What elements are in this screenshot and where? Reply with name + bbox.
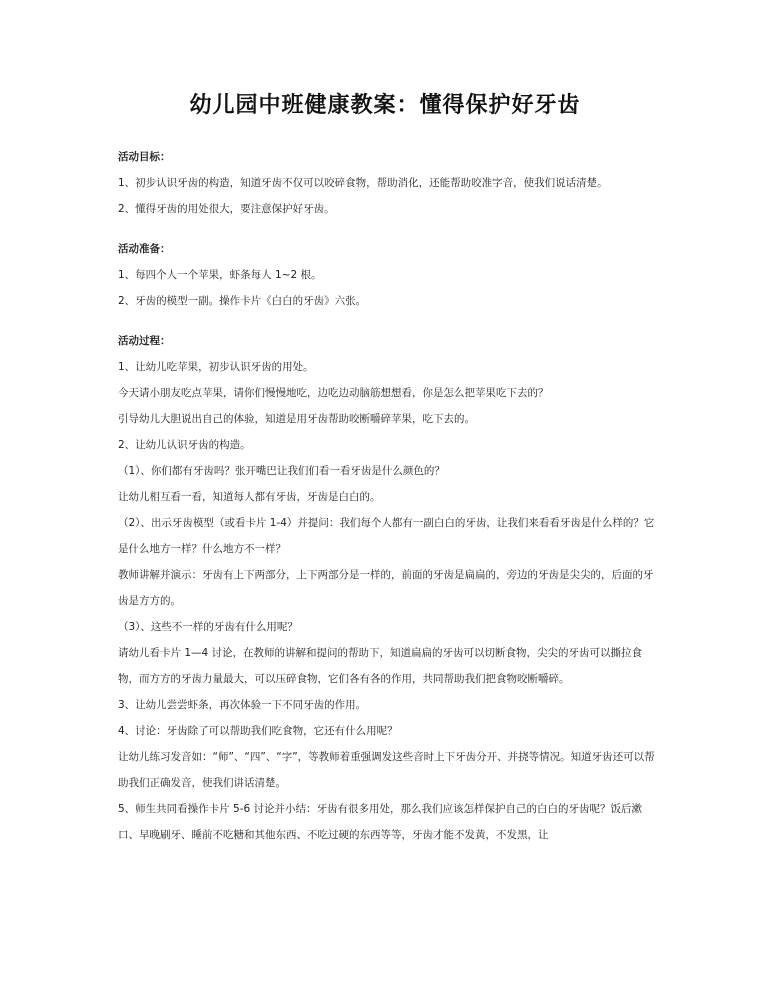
process-step-2: 2、让幼儿认识牙齿的构造。: [118, 439, 251, 451]
document-body: [118, 144, 658, 848]
goals-item-1: 1、初步认识牙齿的构造，知道牙齿不仅可以咬碎食物，帮助消化，还能帮助咬准字音，使我们说话清楚。: [118, 177, 608, 189]
process-heading: 活动过程：: [118, 335, 171, 347]
process-substep-1: （1）、你们都有牙齿吗？张开嘴巴让我们们看一看牙齿是什么颜色的？: [118, 465, 445, 477]
process-paragraph: 请幼儿看卡片 1—4 讨论，在教师的讲解和提问的帮助下，知道扁扁的牙齿可以切断食物，尖尖的牙齿可以撕拉食物，而方方的牙齿力量最大，可以压碎食物，它们各有各的作用，共同帮助我们把食物咬断嚼碎。: [118, 647, 643, 685]
goals-heading: 活动目标：: [118, 151, 171, 163]
process-substep-2: （2）、出示牙齿模型（或看卡片 1-4）并提问：我们每个人都有一副白白的牙齿，让我们来看看牙齿是什么样的？它是什么地方一样？什么地方不一样？: [118, 517, 655, 555]
process-step-5: 5、师生共同看操作卡片 5-6 讨论并小结：牙齿有很多用处，那么我们应该怎样保护自己的白白的牙齿呢？饭后漱口、早晚刷牙、睡前不吃糖和其他东西、不吃过硬的东西等等，牙齿才能不发黄，不发黑，让: [118, 803, 643, 841]
process-substep-3: （3）、这些不一样的牙齿有什么用呢？: [118, 621, 298, 633]
process-paragraph: 今天请小朋友吃点苹果，请你们慢慢地吃，边吃边动脑筋想想看，你是怎么把苹果吃下去的？: [118, 387, 549, 399]
document-title: 幼儿园中班健康教案：懂得保护好牙齿: [189, 93, 581, 118]
process-step-4: 4、讨论：牙齿除了可以帮助我们吃食物，它还有什么用呢？: [118, 725, 398, 737]
preparation-heading: 活动准备：: [118, 243, 171, 255]
process-step-3: 3、让幼儿尝尝虾条，再次体验一下不同牙齿的作用。: [118, 699, 367, 711]
process-paragraph: 教师讲解并演示：牙齿有上下两部分，上下两部分是一样的，前面的牙齿是扁扁的，旁边的牙齿是尖尖的，后面的牙齿是方方的。: [118, 569, 654, 607]
process-paragraph: 让幼儿相互看一看，知道每人都有牙齿，牙齿是白白的。: [118, 491, 381, 503]
process-paragraph: 引导幼儿大胆说出自己的体验，知道是用牙齿帮助咬断嚼碎苹果，吃下去的。: [118, 413, 475, 425]
preparation-item-2: 2、牙齿的模型一副。操作卡片《白白的牙齿》六张。: [118, 295, 367, 307]
process-step-1: 1、让幼儿吃苹果，初步认识牙齿的用处。: [118, 361, 314, 373]
preparation-item-1: 1、每四个人一个苹果，虾条每人 1~2 根。: [118, 269, 322, 281]
goals-item-2: 2、懂得牙齿的用处很大，要注意保护好牙齿。: [118, 203, 335, 215]
process-paragraph: 让幼儿练习发音如：“师”、“四”、“字”，等教师着重强调发这些音时上下牙齿分开、并挠等情况。知道牙齿还可以帮助我们正确发音，使我们讲话清楚。: [118, 751, 655, 789]
